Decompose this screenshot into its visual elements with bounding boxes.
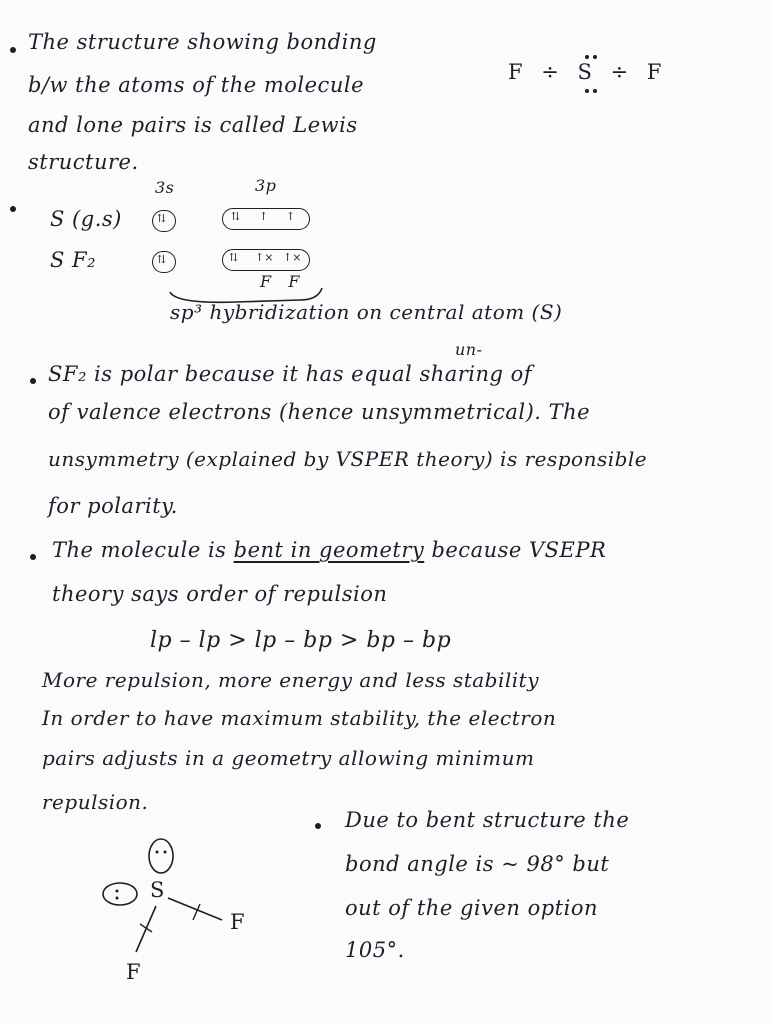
angle-line-3: out of the given option bbox=[345, 896, 598, 920]
row1-label: S (g.s) bbox=[50, 207, 122, 231]
lewis-line-4: structure. bbox=[28, 150, 139, 174]
angle-line-4: 105°. bbox=[345, 938, 405, 962]
lewis-line-3: and lone pairs is called Lewis bbox=[28, 113, 358, 137]
hybrid-note: sp³ hybridization on central atom (S) bbox=[170, 300, 563, 324]
polar-line-4: for polarity. bbox=[48, 494, 178, 518]
f-atom-label-1: F bbox=[230, 910, 246, 934]
lewis-line-2: b/w the atoms of the molecule bbox=[28, 73, 364, 97]
lewis-formula: F ÷ S ÷ F bbox=[508, 60, 668, 84]
polar-line-1: SF₂ is polar because it has equal sharing of bbox=[48, 362, 533, 386]
bent-line-2: theory says order of repulsion bbox=[52, 582, 388, 606]
orbital-3p-gs: ⇅ ↑ ↑ bbox=[222, 208, 310, 230]
angle-line-1: Due to bent structure the bbox=[345, 808, 630, 832]
polar-line-2: of valence electrons (hence unsymmetrical). The bbox=[48, 400, 591, 424]
bent-line-1b: because VSEPR bbox=[431, 538, 607, 562]
bent-underlined: bent in geometry bbox=[233, 538, 425, 562]
angle-line-2: bond angle is ~ 98° but bbox=[345, 852, 610, 876]
orbital-3s-gs: ⇅ bbox=[152, 210, 176, 232]
header-3s: 3s bbox=[155, 178, 175, 197]
repulsion-order: lp – lp > lp – bp > bp – bp bbox=[150, 628, 452, 653]
bent-line-4: In order to have maximum stability, the electron bbox=[42, 706, 557, 730]
bent-line-3: More repulsion, more energy and less stability bbox=[42, 668, 540, 692]
orbital-3s-sf2: ⇅ bbox=[152, 251, 176, 273]
bent-line-1a: The molecule is bbox=[52, 538, 227, 562]
header-3p: 3p bbox=[255, 176, 277, 195]
lewis-line-1: The structure showing bonding bbox=[28, 30, 377, 54]
bent-line-6: repulsion. bbox=[42, 790, 149, 814]
polar-line-3: unsymmetry (explained by VSPER theory) is responsible bbox=[48, 447, 648, 471]
un-insert: un- bbox=[455, 340, 483, 359]
f-atom-label-2: F bbox=[126, 960, 142, 984]
s-atom-label: S bbox=[150, 878, 165, 902]
row2-label: S F₂ bbox=[50, 248, 97, 272]
bent-line-5: pairs adjusts in a geometry allowing minimum bbox=[42, 746, 535, 770]
f-labels: F F bbox=[260, 272, 300, 291]
orbital-3p-sf2: ⇅ ↑× ↑× bbox=[222, 249, 310, 271]
